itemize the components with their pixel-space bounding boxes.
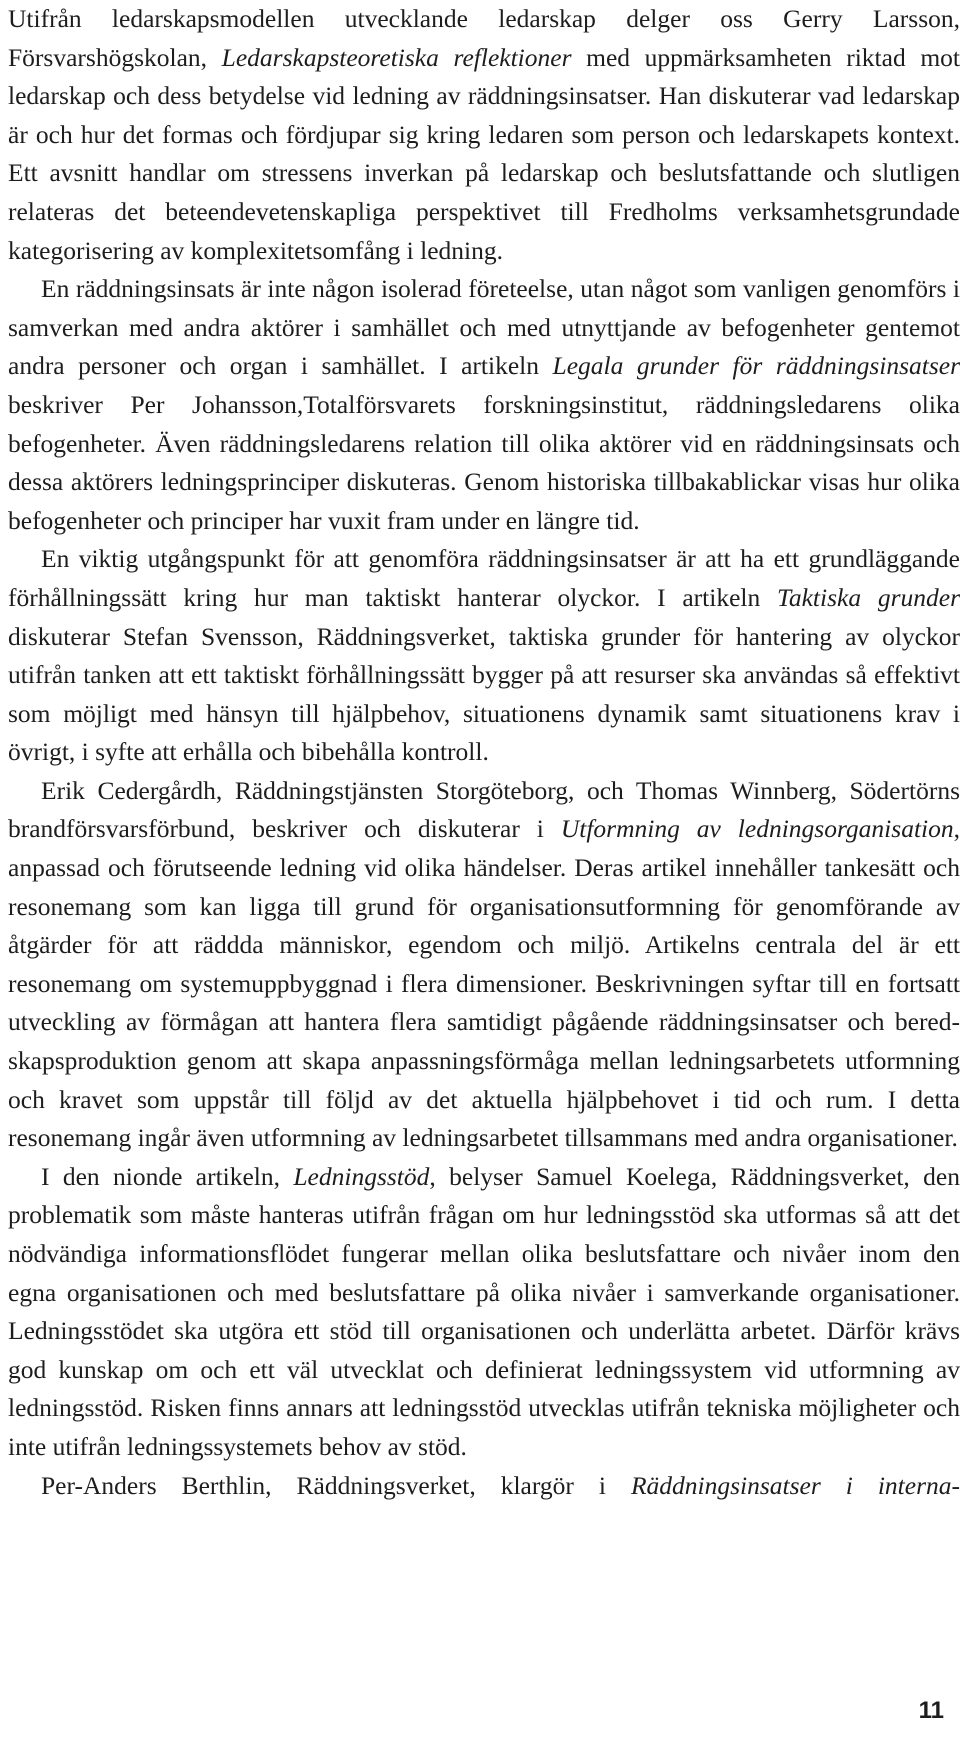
paragraph-text: Per-Anders Berthlin, Räddningsverket, klargör i	[41, 1470, 631, 1500]
italic-title-text: Ledarskapsteoretiska reflektioner	[221, 42, 572, 72]
paragraph-4	[8, 772, 960, 1158]
paragraph-text: En räddningsinsats är inte någon isolerad företeelse, utan något som vanligen genomförs i samverkan med andra aktörer i samhället och med utnyttjande av befogenheter gentemot andra personer och organ i samhället. I artikeln	[8, 274, 960, 381]
italic-title-text: Utformning av ledningsorganisation	[560, 814, 954, 844]
paragraph-text: Erik Cedergårdh, Räddningstjänsten Storgöteborg, och Thomas Winnberg, Södertörns brandförsvarsförbund, beskriver och diskuterar i	[8, 775, 960, 844]
italic-title-text: Legala grunder för räddningsinsatser	[552, 351, 960, 381]
paragraph-1	[8, 0, 960, 270]
italic-title-text: Ledningsstöd	[293, 1161, 430, 1191]
page-number: 11	[918, 1697, 944, 1724]
paragraph-2	[8, 270, 960, 540]
paragraph-text: Utifrån ledarskapsmodellen utvecklande ledarskap delger oss Gerry Larsson, Försvarshögskolan,	[8, 4, 960, 72]
paragraph-text: diskuterar Stefan Svensson, Räddningsverket, taktiska grunder för hantering av olyckor utifrån tanken att ett taktiskt förhållningssätt bygger på att resurser ska användas så effektivt som möjligt med hänsyn till hjälpbehov, situationens dynamik samt situationens krav i övrigt, i syfte att erhålla och bibehålla kontroll.	[8, 621, 960, 767]
paragraph-text: , anpassad och förutseende ledning vid olika händelser. Deras artikel innehåller tankesätt och resonemang som kan ligga till grund för organisationsutformning för genomförande av åtgärder för att räddda människor, egendom och miljö. Artikelns centrala del är ett resonemang om systemuppbyggnad i flera dimensioner. Beskrivningen syftar till en fortsatt utveckling av förmågan att hantera flera samtidigt pågående räddningsinsatser och beredskapsproduktion genom att skapa anpassningsförmåga mellan ledningsarbetets utformning och kravet som uppstår till följd av det aktuella hjälpbehovet i tid och rum. I detta resonemang ingår även utformning av ledningsarbetet tillsammans med andra organisationer.	[8, 814, 960, 1153]
paragraph-6	[8, 1467, 960, 1506]
italic-title-text: Taktiska grunder	[777, 582, 960, 612]
paragraph-3	[8, 540, 960, 772]
paragraph-text: En viktig utgångspunkt för att genomföra räddningsinsatser är att ha ett grundläggande förhållningssätt kring hur man taktiskt hanterar olyckor. I artikeln	[8, 544, 960, 612]
italic-title-text: Räddningsinsatser i interna-	[630, 1470, 960, 1500]
paragraph-text: beskriver Per Johansson,Totalförsvarets forskningsinstitut, räddningsledarens olika befogenheter. Även räddningsledarens relation till olika aktörer vid en räddningsinsats och dessa aktörers ledningsprinciper diskuteras. Genom historiska tillbakablickar visas hur olika befogenheter och principer har vuxit fram under en längre tid.	[8, 389, 960, 535]
document-body	[8, 0, 960, 1505]
paragraph-text: I den nionde artikeln,	[41, 1161, 294, 1191]
paragraph-text: , belyser Samuel Koelega, Räddningsverket, den problematik som måste hanteras utifrån frågan om hur ledningsstöd ska utformas så att det nödvändiga informationsflödet fungerar mellan olika beslutsfattare och nivåer inom den egna organisationen och med beslutsfattare på olika nivåer i samverkande organisationer. Ledningsstödet ska utgöra ett stöd till organisationen och underlätta arbetet. Därför krävs god kunskap om och ett väl utvecklat och definierat ledningssystem vid utformning av ledningsstöd. Risken finns annars att ledningsstöd utvecklas utifrån tekniska möjligheter och inte utifrån ledningssystemets behov av stöd.	[8, 1161, 960, 1461]
paragraph-text: med uppmärksamheten riktad mot ledarskap och dess betydelse vid ledning av räddningsinsatser. Han diskuterar vad ledarskap är och hur det formas och fördjupar sig kring ledaren som person och ledarskapets kontext. Ett avsnitt handlar om stressens inverkan på ledarskap och beslutsfattande och slutligen relateras det beteendevetenskapliga perspektivet till Fredholms verksamhetsgrundade kategorisering av komplexitetsomfång i ledning.	[8, 42, 960, 265]
paragraph-5	[8, 1158, 960, 1467]
